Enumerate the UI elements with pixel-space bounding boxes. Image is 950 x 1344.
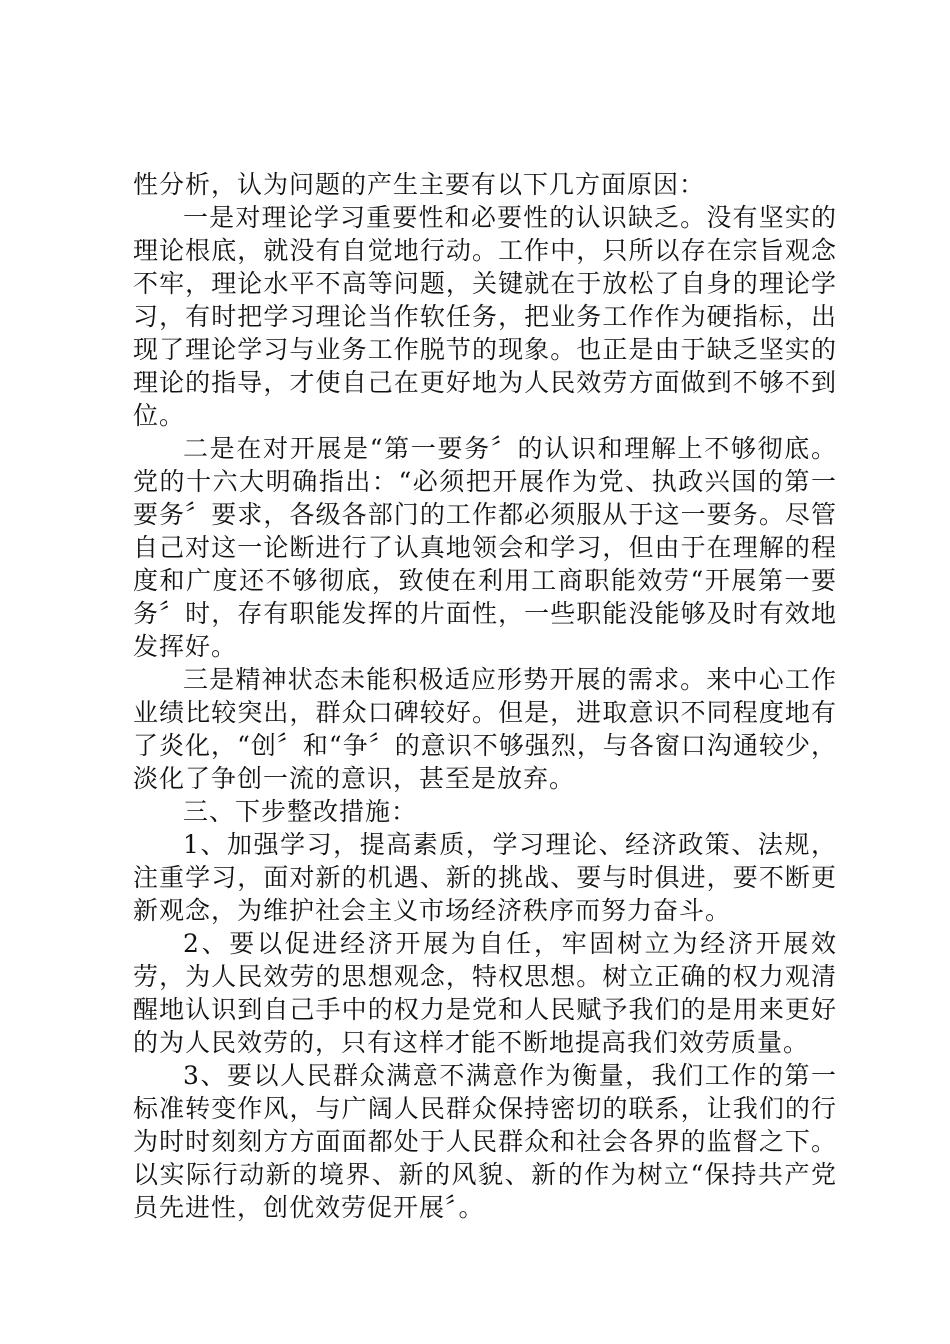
document-body: [133, 168, 837, 1224]
paragraph-reason-3: 三是精神状态未能积极适应形势开展的需求。来中心工作业绩比较突出，群众口碑较好。但是，进取意识不同程度地有了炎化，“创〞和“争〞的意识不够强烈，与各窗口沟通较少，淡化了争创一流的意识，甚至是放弃。: [133, 665, 837, 793]
section-heading-measures: 三、下步整改措施：: [183, 797, 418, 826]
paragraph-reason-2: 二是在对开展是“第一要务〞的认识和理解上不够彻底。党的十六大明确指出：“必须把开展作为党、执政兴国的第一要务〞要求，各级各部门的工作都必须服从于这一要务。尽管自己对这一论断进行了认真地领会和学习，但由于在理解的程度和广度还不够彻底，致使在利用工商职能效劳“开展第一要务〞时，存有职能发挥的片面性，一些职能没能够及时有效地发挥好。: [133, 434, 837, 661]
paragraph-measure-3: 3、要以人民群众满意不满意作为衡量，我们工作的第一标准转变作风，与广阔人民群众保持密切的联系，让我们的行为时时刻刻方方面面都处于人民群众和社会各界的监督之下。以实际行动新的境界、新的风貌、新的作为树立“保持共产党员先进性，创优效劳促开展〞。: [133, 1061, 837, 1222]
paragraph-measure-1: 1、加强学习，提高素质，学习理论、经济政策、法规，注重学习，面对新的机遇、新的挑战、要与时俱进，要不断更新观念，为维护社会主义市场经济秩序而努力奋斗。: [133, 830, 837, 925]
paragraph-reason-1: 一是对理论学习重要性和必要性的认识缺乏。没有坚实的理论根底，就没有自觉地行动。工作中，只所以存在宗旨观念不牢，理论水平不高等问题，关键就在于放松了自身的理论学习，有时把学习理论当作软任务，把业务工作作为硬指标，出现了理论学习与业务工作脱节的现象。也正是由于缺乏坚实的理论的指导，才使自己在更好地为人民效劳方面做到不够不到位。: [133, 203, 837, 430]
paragraph-continuation: 性分析，认为问题的产生主要有以下几方面原因：: [133, 170, 706, 199]
paragraph-measure-2: 2、要以促进经济开展为自任，牢固树立为经济开展效劳，为人民效劳的思想观念，特权思想。树立正确的权力观清醒地认识到自己手中的权力是党和人民赋予我们的是用来更好的为人民效劳的，只有这样才能不断地提高我们效劳质量。: [133, 929, 837, 1057]
